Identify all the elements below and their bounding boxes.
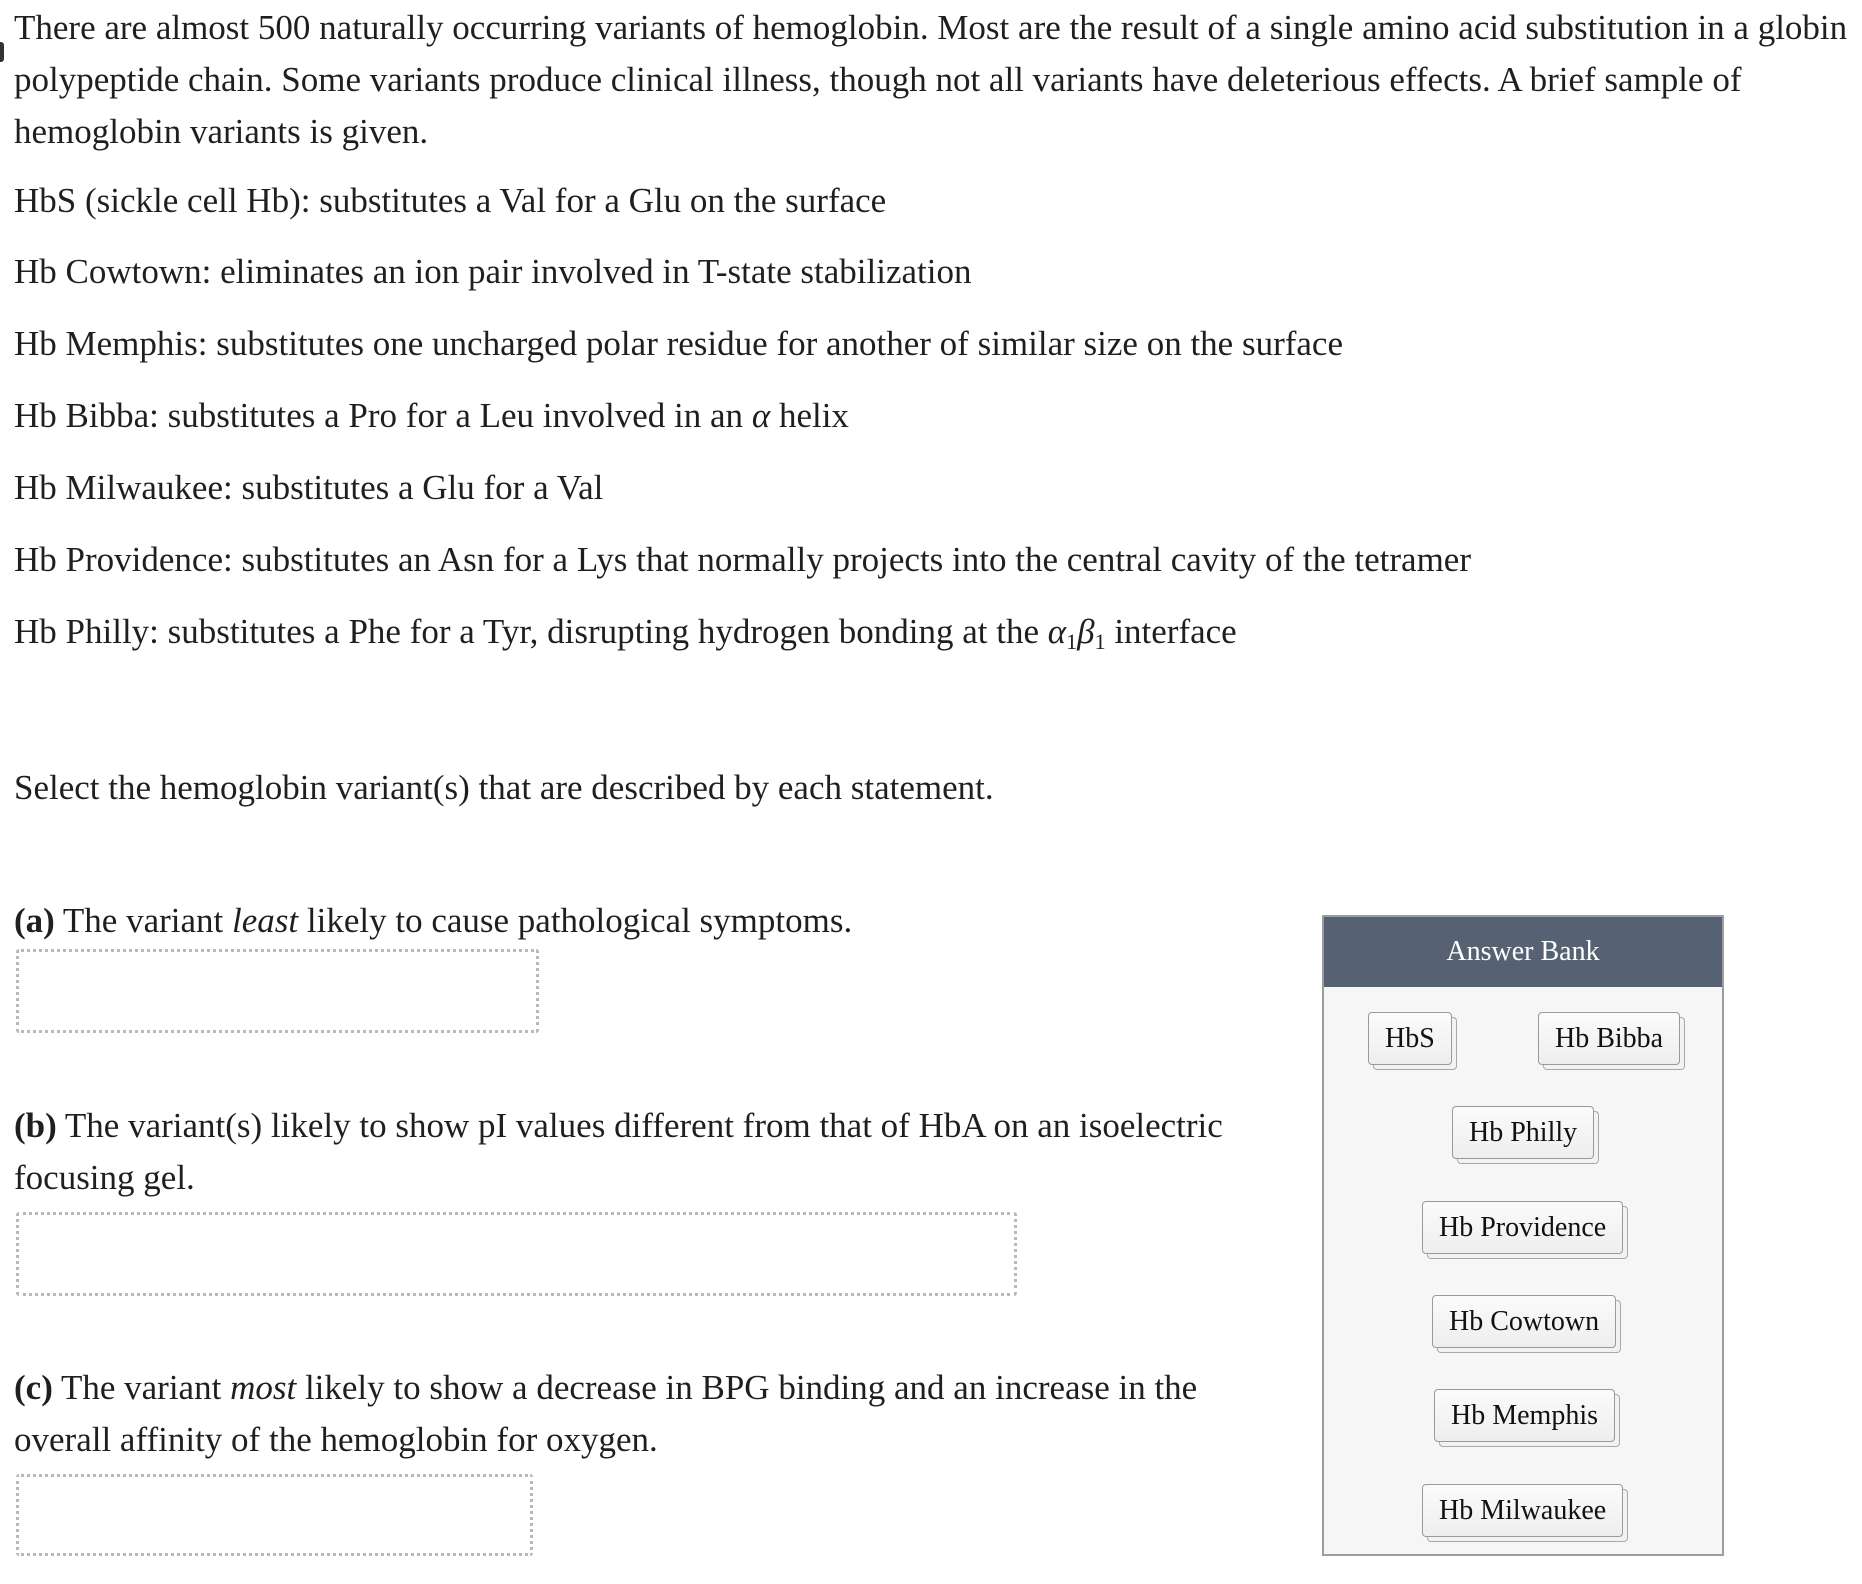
left-edge-marker xyxy=(0,42,4,62)
question-b xyxy=(14,1100,1284,1204)
intro-paragraph: There are almost 500 naturally occurring variants of hemoglobin. Most are the result of a single amino acid substitution in a globin polypeptide chain. Some variants produce clinical illness, though not all variants have deleterious effects. A brief sample of hemoglobin variants is given. xyxy=(14,8,1848,151)
question-c-text-end: likely to show a decrease in BPG binding and an increase in the overall affinity of the hemoglobin for oxygen. xyxy=(14,1368,1198,1459)
answer-bank-title: Answer Bank xyxy=(1324,917,1722,987)
beta-symbol: β xyxy=(1077,612,1095,651)
alpha-subscript: 1 xyxy=(1066,629,1078,654)
question-c-label: (c) xyxy=(14,1368,53,1407)
variant-bibba xyxy=(14,394,849,438)
alpha-symbol: α xyxy=(751,396,771,435)
question-b-text: The variant(s) likely to show pI values different from that of HbA on an isoelectric focusing gel. xyxy=(14,1106,1223,1197)
answer-drop-zone-b[interactable] xyxy=(16,1212,1017,1296)
answer-chip-hb-providence[interactable]: Hb Providence xyxy=(1422,1201,1623,1254)
variant-philly-suffix: interface xyxy=(1105,612,1237,651)
question-a-label: (a) xyxy=(14,901,55,940)
answer-chip-hb-milwaukee[interactable]: Hb Milwaukee xyxy=(1422,1484,1623,1537)
variant-providence: Hb Providence: substitutes an Asn for a Lys that normally projects into the central cavity of the tetramer xyxy=(14,540,1471,579)
variant-philly xyxy=(14,610,1237,654)
variant-philly-text: Hb Philly: substitutes a Phe for a Tyr, disrupting hydrogen bonding at the xyxy=(14,612,1048,651)
question-c-emphasis: most xyxy=(230,1368,297,1407)
variant-bibba-suffix: helix xyxy=(770,396,849,435)
answer-chip-hbs[interactable]: HbS xyxy=(1368,1012,1452,1065)
instruction-text: Select the hemoglobin variant(s) that are described by each statement. xyxy=(14,768,994,807)
answer-chip-hb-cowtown[interactable]: Hb Cowtown xyxy=(1432,1295,1616,1348)
variant-cowtown: Hb Cowtown: eliminates an ion pair involved in T-state stabilization xyxy=(14,252,972,291)
variant-memphis: Hb Memphis: substitutes one uncharged polar residue for another of similar size on the surface xyxy=(14,324,1343,363)
question-a xyxy=(14,895,1264,947)
alpha-symbol: α xyxy=(1047,612,1067,651)
answer-drop-zone-a[interactable] xyxy=(16,949,539,1033)
variant-bibba-text: Hb Bibba: substitutes a Pro for a Leu involved in an xyxy=(14,396,752,435)
answer-bank xyxy=(1322,915,1724,1556)
question-a-emphasis: least xyxy=(232,901,299,940)
variant-milwaukee: Hb Milwaukee: substitutes a Glu for a Val xyxy=(14,468,604,507)
question-c-text: The variant xyxy=(52,1368,231,1407)
question-b-label: (b) xyxy=(14,1106,57,1145)
beta-subscript: 1 xyxy=(1094,629,1106,654)
answer-drop-zone-c[interactable] xyxy=(16,1474,533,1556)
answer-chip-hb-memphis[interactable]: Hb Memphis xyxy=(1434,1389,1615,1442)
question-a-text: The variant xyxy=(54,901,233,940)
variant-hbs: HbS (sickle cell Hb): substitutes a Val for a Glu on the surface xyxy=(14,181,887,220)
question-c xyxy=(14,1362,1214,1466)
answer-chip-hb-bibba[interactable]: Hb Bibba xyxy=(1538,1012,1680,1065)
answer-chip-hb-philly[interactable]: Hb Philly xyxy=(1452,1106,1594,1159)
question-a-text-end: likely to cause pathological symptoms. xyxy=(298,901,853,940)
